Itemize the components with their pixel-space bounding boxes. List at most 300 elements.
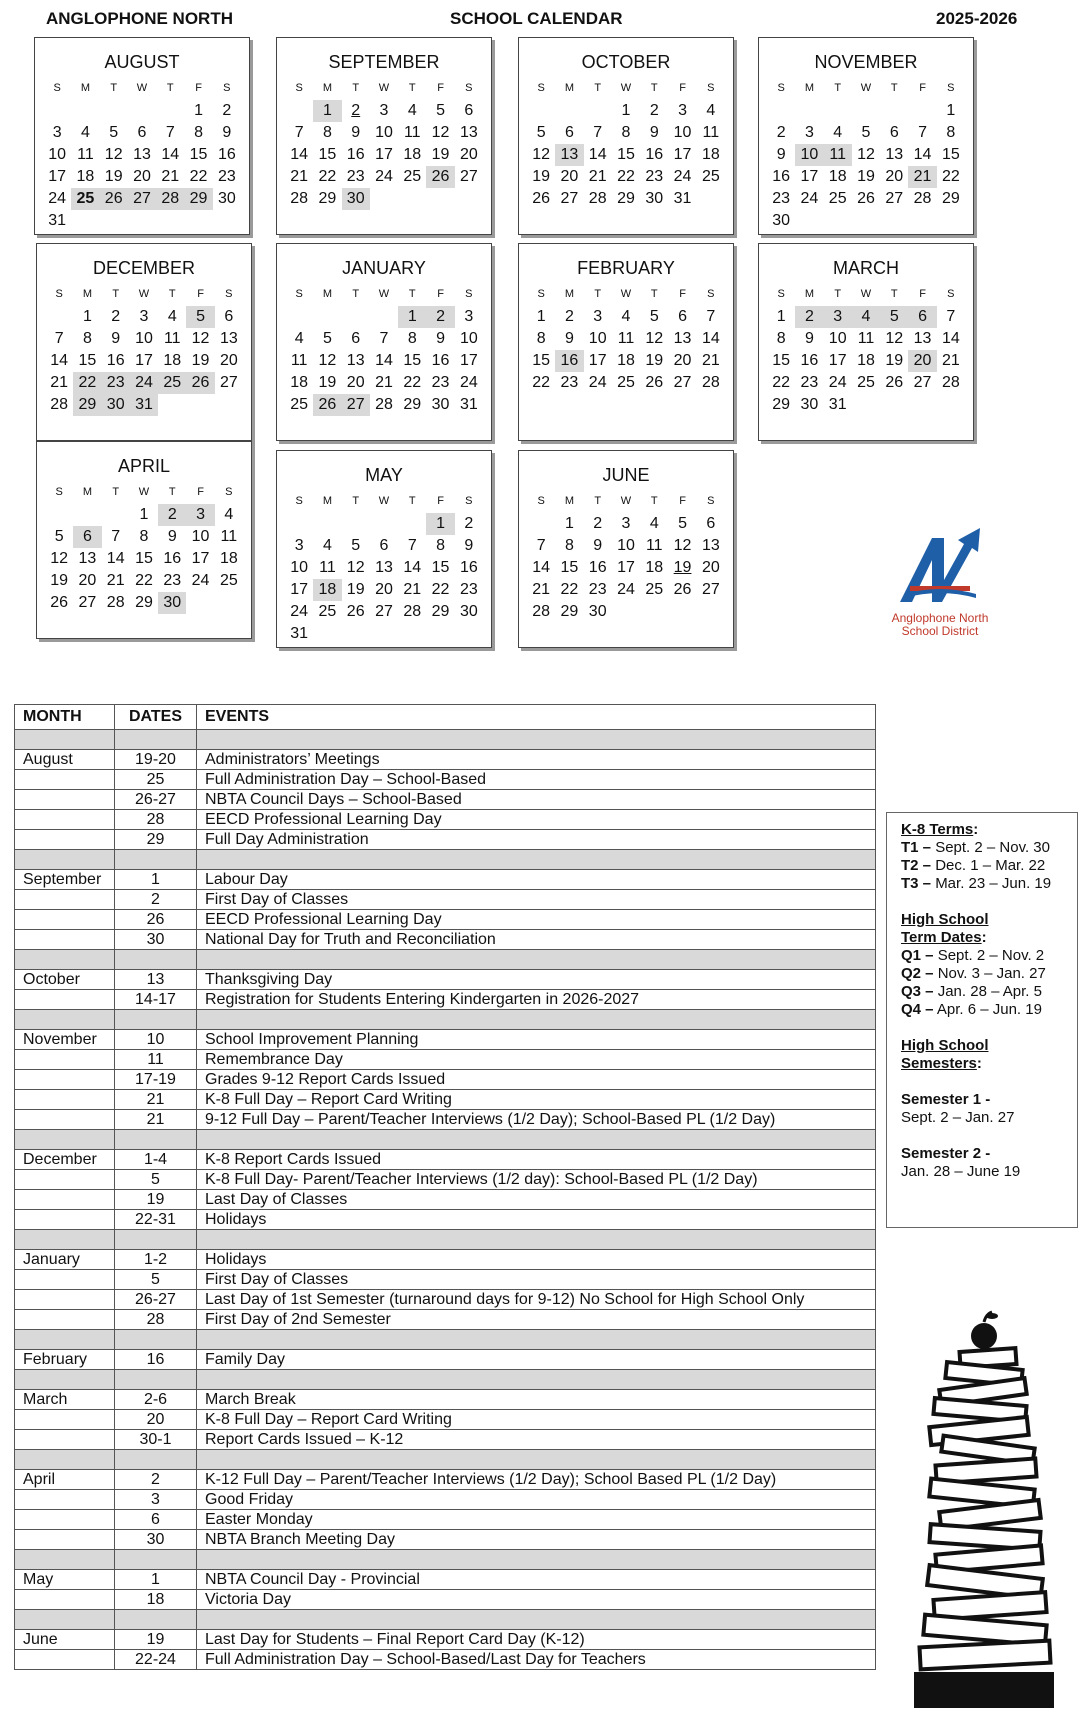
day-cell: 21 <box>588 168 607 185</box>
event-row <box>15 1070 876 1090</box>
day-cell: 19 <box>857 168 875 185</box>
month-calendar-november <box>758 37 974 235</box>
day-cell: 28 <box>156 188 184 210</box>
day-cell: 3 <box>464 308 474 325</box>
weekday-label: W <box>378 495 390 507</box>
day-cell: 24 <box>459 374 478 391</box>
week-row <box>527 579 725 601</box>
event-dates: 28 <box>115 810 197 830</box>
week-row <box>45 504 243 526</box>
day-cell: 3 <box>593 308 603 325</box>
day-cell: 31 <box>130 394 158 416</box>
day-cell: 28 <box>941 374 960 391</box>
event-dates: 3 <box>115 1490 197 1510</box>
day-cell: 22 <box>560 581 579 598</box>
day-cell: 12 <box>318 352 337 369</box>
weekday-header <box>45 288 243 300</box>
event-description: Holidays <box>197 1250 876 1270</box>
event-description: EECD Professional Learning Day <box>197 810 876 830</box>
day-cell: 23 <box>645 168 664 185</box>
day-cell: 10 <box>828 330 847 347</box>
weekday-label: T <box>112 486 120 498</box>
day-cell: 23 <box>459 581 478 598</box>
day-cell: 23 <box>102 372 130 394</box>
day-cell: 15 <box>135 550 153 567</box>
event-month <box>15 990 115 1010</box>
day-cell: 4 <box>167 308 177 325</box>
month-name: APRIL <box>117 456 171 476</box>
day-cell <box>668 601 696 623</box>
day-cell: 3 <box>294 537 304 554</box>
event-row <box>15 810 876 830</box>
weekday-label: S <box>465 495 473 507</box>
day-cell: 14 <box>106 550 125 567</box>
event-description: National Day for Truth and Reconciliation <box>197 930 876 950</box>
weekday-label: S <box>53 82 61 94</box>
day-cell: 20 <box>673 352 692 369</box>
day-cell: 26 <box>50 594 69 611</box>
day-cell: 1 <box>621 102 631 119</box>
day-cell: 27 <box>128 188 156 210</box>
day-cell: 3 <box>379 102 389 119</box>
day-cell: 19 <box>431 146 450 163</box>
week-row <box>285 394 483 416</box>
event-row <box>15 1310 876 1330</box>
day-cell: 1 <box>536 308 546 325</box>
day-cell <box>937 210 965 232</box>
event-row <box>15 1570 876 1590</box>
month-name: JANUARY <box>342 258 426 278</box>
event-row <box>15 870 876 890</box>
event-dates: 6 <box>115 1510 197 1530</box>
day-cell: 10 <box>290 559 309 576</box>
day-cell: 23 <box>346 168 365 185</box>
day-cell: 24 <box>48 190 67 207</box>
day-cell: 6 <box>224 308 234 325</box>
day-cell: 25 <box>857 374 875 391</box>
weekday-header <box>285 82 483 94</box>
k8-term-row: T2 – Dec. 1 – Mar. 22 <box>901 857 1046 874</box>
week-row <box>527 144 725 166</box>
day-cell: 4 <box>322 537 332 554</box>
event-description: K-8 Report Cards Issued <box>197 1150 876 1170</box>
event-description: Good Friday <box>197 1490 876 1510</box>
day-cell: 26 <box>645 374 664 391</box>
day-cell: 17 <box>673 146 692 163</box>
weekday-label: T <box>112 288 120 300</box>
day-cell: 1 <box>194 102 204 119</box>
hs-term-heading: High School <box>901 911 989 928</box>
week-row <box>285 535 483 557</box>
day-cell: 27 <box>701 581 720 598</box>
event-month: August <box>15 750 115 770</box>
day-cell: 3 <box>621 515 631 532</box>
event-dates: 1 <box>115 870 197 890</box>
day-cell: 24 <box>673 168 692 185</box>
day-cell: 11 <box>824 144 852 166</box>
week-row <box>767 306 965 328</box>
weekday-label: S <box>707 288 715 300</box>
event-dates: 22-24 <box>115 1650 197 1670</box>
day-cell: 29 <box>941 190 960 207</box>
day-cell: 19 <box>104 168 123 185</box>
district-title: ANGLOPHONE NORTH <box>46 9 233 28</box>
event-dates: 30 <box>115 930 197 950</box>
day-cell: 27 <box>342 394 370 416</box>
weekday-label: W <box>620 495 632 507</box>
event-description: K-8 Full Day- Parent/Teacher Interviews (1/2 day): School-Based PL (1/2 Day) <box>197 1170 876 1190</box>
day-cell: 18 <box>645 559 664 576</box>
event-month: March <box>15 1390 115 1410</box>
day-cell: 6 <box>379 537 389 554</box>
week-row <box>285 623 483 645</box>
day-cell: 7 <box>946 308 956 325</box>
day-cell: 14 <box>588 146 607 163</box>
weekday-header <box>767 288 965 300</box>
event-month: November <box>15 1030 115 1050</box>
event-row <box>15 1510 876 1530</box>
event-description: Last Day for Students – Final Report Card Day (K-12) <box>197 1630 876 1650</box>
day-cell: 13 <box>459 124 478 141</box>
weekday-label: W <box>860 82 872 94</box>
day-cell: 9 <box>167 528 177 545</box>
event-month: February <box>15 1350 115 1370</box>
day-cell: 9 <box>111 330 121 347</box>
separator-row <box>15 1450 876 1470</box>
event-row <box>15 830 876 850</box>
day-cell <box>45 504 73 526</box>
event-description: School Improvement Planning <box>197 1030 876 1050</box>
day-cell: 4 <box>649 515 659 532</box>
day-cell: 9 <box>464 537 474 554</box>
day-cell: 12 <box>191 330 210 347</box>
day-cell: 16 <box>346 146 365 163</box>
event-month: June <box>15 1630 115 1650</box>
day-cell: 12 <box>532 146 551 163</box>
day-cell: 19 <box>645 352 664 369</box>
day-cell: 10 <box>459 330 478 347</box>
event-month <box>15 1270 115 1290</box>
week-row <box>527 100 725 122</box>
event-description: Thanksgiving Day <box>197 970 876 990</box>
day-cell: 14 <box>532 559 551 576</box>
day-cell <box>313 306 341 328</box>
event-dates: 2 <box>115 1470 197 1490</box>
event-description: K-8 Full Day – Report Card Writing <box>197 1090 876 1110</box>
day-cell <box>880 210 908 232</box>
week-row <box>527 350 725 372</box>
event-description: 9-12 Full Day – Parent/Teacher Interviews (1/2 Day); School-Based PL (1/2 Day) <box>197 1110 876 1130</box>
week-row <box>527 372 725 394</box>
event-row <box>15 910 876 930</box>
event-description: Remembrance Day <box>197 1050 876 1070</box>
day-cell: 15 <box>560 559 579 576</box>
weekday-label: W <box>620 82 632 94</box>
day-cell: 5 <box>351 537 361 554</box>
month-calendar-february <box>518 243 734 441</box>
day-cell: 20 <box>346 374 365 391</box>
weekday-label: F <box>437 495 444 507</box>
day-cell: 17 <box>135 352 153 369</box>
event-description: First Day of 2nd Semester <box>197 1310 876 1330</box>
day-cell: 12 <box>346 559 365 576</box>
week-row <box>767 188 965 210</box>
week-row <box>527 535 725 557</box>
week-row <box>45 372 243 394</box>
event-month: September <box>15 870 115 890</box>
week-row <box>767 394 965 416</box>
day-cell <box>313 623 341 645</box>
day-cell <box>156 100 184 122</box>
weekday-label: F <box>197 288 204 300</box>
weekday-label: M <box>564 495 574 507</box>
day-cell: 23 <box>800 374 819 391</box>
month-name: OCTOBER <box>581 52 671 72</box>
event-month <box>15 1090 115 1110</box>
day-cell <box>852 210 880 232</box>
week-row <box>527 601 725 623</box>
day-cell: 22 <box>135 572 153 589</box>
weekday-label: W <box>860 288 872 300</box>
weekday-label: F <box>437 288 444 300</box>
day-cell: 2 <box>564 308 574 325</box>
day-cell: 25 <box>701 168 720 185</box>
event-row <box>15 1390 876 1410</box>
day-cell: 16 <box>645 146 664 163</box>
event-row <box>15 1050 876 1070</box>
day-cell: 9 <box>436 330 446 347</box>
k8-terms-heading: K-8 Terms <box>901 821 974 838</box>
day-cell: 3 <box>804 124 814 141</box>
weekday-header <box>527 495 725 507</box>
day-cell: 5 <box>649 308 659 325</box>
day-cell <box>880 394 908 416</box>
day-cell: 25 <box>645 581 664 598</box>
day-cell <box>313 513 341 535</box>
event-row <box>15 1590 876 1610</box>
week-row <box>285 144 483 166</box>
day-cell <box>697 601 725 623</box>
day-cell: 29 <box>617 190 635 207</box>
week-row <box>45 526 243 548</box>
day-cell <box>370 306 398 328</box>
event-description: Report Cards Issued – K-12 <box>197 1430 876 1450</box>
day-cell: 29 <box>184 188 212 210</box>
day-cell <box>45 306 73 328</box>
day-cell: 11 <box>290 352 308 369</box>
day-cell: 21 <box>403 581 422 598</box>
separator-row <box>15 730 876 750</box>
day-cell: 13 <box>219 330 238 347</box>
event-month <box>15 770 115 790</box>
day-cell: 25 <box>219 572 238 589</box>
separator-row <box>15 950 876 970</box>
day-cell: 24 <box>800 190 819 207</box>
day-cell: 5 <box>880 306 908 328</box>
weekday-label: S <box>947 288 955 300</box>
day-cell: 29 <box>403 396 422 413</box>
day-cell: 11 <box>403 124 421 141</box>
day-cell: 15 <box>617 146 635 163</box>
day-cell <box>43 100 71 122</box>
day-cell: 1 <box>82 308 92 325</box>
day-cell: 20 <box>78 572 97 589</box>
day-cell: 2 <box>795 306 823 328</box>
day-cell <box>370 188 398 210</box>
event-dates: 10 <box>115 1030 197 1050</box>
day-cell <box>370 623 398 645</box>
event-row <box>15 1490 876 1510</box>
week-row <box>43 100 241 122</box>
week-row <box>285 188 483 210</box>
day-cell: 16 <box>772 168 791 185</box>
week-row <box>767 144 965 166</box>
day-cell: 17 <box>459 352 478 369</box>
day-cell: 15 <box>532 352 551 369</box>
event-month <box>15 1650 115 1670</box>
day-cell: 31 <box>459 396 478 413</box>
week-row <box>43 166 241 188</box>
day-cell: 27 <box>885 190 904 207</box>
day-cell: 11 <box>319 559 336 576</box>
day-cell: 27 <box>219 374 238 391</box>
day-cell <box>426 623 454 645</box>
day-cell: 30 <box>342 188 370 210</box>
day-cell: 17 <box>588 352 607 369</box>
day-cell: 6 <box>73 526 101 548</box>
event-month <box>15 1310 115 1330</box>
event-month <box>15 1590 115 1610</box>
semester1-dates: Sept. 2 – Jan. 27 <box>901 1109 1015 1126</box>
day-cell: 1 <box>426 513 454 535</box>
event-row <box>15 1350 876 1370</box>
day-cell: 31 <box>828 396 847 413</box>
day-cell: 25 <box>318 603 337 620</box>
day-cell: 26 <box>346 603 365 620</box>
day-cell: 27 <box>673 374 692 391</box>
day-cell: 22 <box>318 168 337 185</box>
event-description: Last Day of 1st Semester (turnaround days for 9-12) No School for High School Only <box>197 1290 876 1310</box>
event-description: NBTA Council Day - Provincial <box>197 1570 876 1590</box>
day-cell: 3 <box>186 504 214 526</box>
event-row <box>15 990 876 1010</box>
day-cell: 8 <box>139 528 149 545</box>
day-cell: 7 <box>918 124 928 141</box>
week-row <box>285 328 483 350</box>
day-cell: 20 <box>219 352 238 369</box>
weekday-header <box>43 82 241 94</box>
hs-term-row: Q2 – Nov. 3 – Jan. 27 <box>901 965 1046 982</box>
day-cell <box>342 623 370 645</box>
day-cell: 21 <box>701 352 720 369</box>
day-cell: 26 <box>186 372 214 394</box>
day-cell: 2 <box>426 306 454 328</box>
day-cell: 14 <box>701 330 720 347</box>
week-row <box>285 579 483 601</box>
event-dates: 30-1 <box>115 1430 197 1450</box>
event-month <box>15 1410 115 1430</box>
weekday-label: T <box>594 288 602 300</box>
weekday-label: W <box>378 82 390 94</box>
weekday-label: S <box>777 288 785 300</box>
month-calendar-january <box>276 243 492 441</box>
weekday-label: F <box>197 486 204 498</box>
day-cell <box>285 306 313 328</box>
event-row <box>15 750 876 770</box>
day-cell <box>128 210 156 232</box>
day-cell: 4 <box>852 306 880 328</box>
event-description: Full Day Administration <box>197 830 876 850</box>
event-month <box>15 1110 115 1130</box>
event-description: Full Administration Day – School-Based/Last Day for Teachers <box>197 1650 876 1670</box>
day-cell: 3 <box>824 306 852 328</box>
weekday-label: S <box>295 288 303 300</box>
event-dates: 11 <box>115 1050 197 1070</box>
day-cell: 1 <box>313 100 341 122</box>
school-year: 2025-2026 <box>936 9 1018 28</box>
week-row <box>43 210 241 232</box>
event-row <box>15 1470 876 1490</box>
day-cell: 17 <box>290 581 309 598</box>
day-cell: 27 <box>560 190 579 207</box>
day-cell: 10 <box>191 528 210 545</box>
weekday-label: W <box>138 486 150 498</box>
weekday-label: T <box>408 495 416 507</box>
day-cell: 8 <box>536 330 546 347</box>
weekday-label: T <box>352 495 360 507</box>
day-cell: 7 <box>379 330 389 347</box>
day-cell: 27 <box>78 594 97 611</box>
weekday-label: F <box>437 82 444 94</box>
day-cell: 7 <box>165 124 175 141</box>
semester2-label: Semester 2 - <box>901 1145 991 1162</box>
day-cell <box>158 394 186 416</box>
event-month <box>15 930 115 950</box>
day-cell <box>426 188 454 210</box>
day-cell <box>852 394 880 416</box>
event-month <box>15 1510 115 1530</box>
weekday-label: S <box>295 495 303 507</box>
day-cell: 13 <box>555 144 583 166</box>
day-cell: 6 <box>908 306 936 328</box>
day-cell: 28 <box>403 603 422 620</box>
day-cell: 1 <box>946 102 956 119</box>
weekday-label: T <box>890 82 898 94</box>
week-row <box>285 306 483 328</box>
day-cell: 11 <box>163 330 181 347</box>
event-month: April <box>15 1470 115 1490</box>
event-dates: 19 <box>115 1190 197 1210</box>
weekday-label: S <box>295 82 303 94</box>
day-cell: 10 <box>135 330 153 347</box>
day-cell <box>795 100 823 122</box>
weekday-label: F <box>919 288 926 300</box>
day-cell: 6 <box>137 124 147 141</box>
weekday-header <box>527 288 725 300</box>
day-cell: 14 <box>913 146 932 163</box>
event-month <box>15 1430 115 1450</box>
day-cell: 21 <box>532 581 551 598</box>
day-cell: 22 <box>73 372 101 394</box>
month-calendar-april <box>36 441 252 639</box>
day-cell: 28 <box>106 594 125 611</box>
day-cell: 10 <box>673 124 692 141</box>
weekday-label: T <box>834 288 842 300</box>
day-cell: 3 <box>52 124 62 141</box>
day-cell: 17 <box>617 559 635 576</box>
day-cell: 26 <box>100 188 128 210</box>
day-cell: 4 <box>224 506 234 523</box>
